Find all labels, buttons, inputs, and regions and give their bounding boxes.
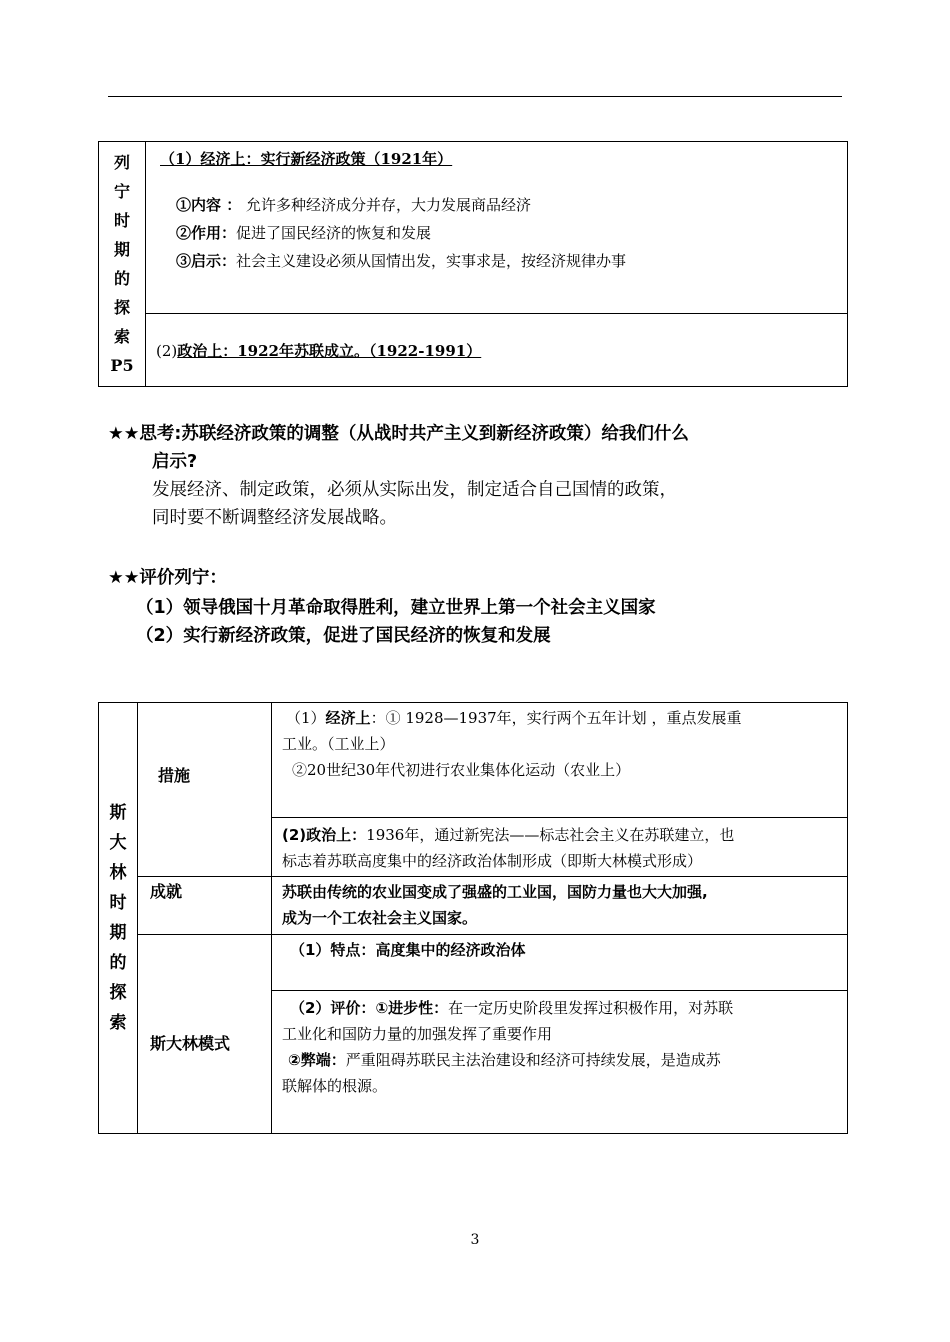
economy-title: （1）经济上：实行新经济政策（1921年） — [160, 150, 453, 168]
page-number: 3 — [470, 1232, 480, 1248]
think-answer: 发展经济、制定政策，必须从实际出发，制定适合自己国情的政策， — [152, 480, 677, 500]
measures-politics-cell: (2)政治上：1936年，通过新宪法——标志社会主义在苏联建立，也 标志着苏联高度集中的经济政治体制形成（即斯大林模式形成） — [272, 818, 848, 877]
evaluate-item-1: （1）领导俄国十月革命取得胜利，建立世界上第一个社会主义国家 — [136, 598, 656, 618]
lenin-period-label: 列 宁 时 期 的 探 索 P5 — [99, 142, 146, 387]
think-question: ★★思考:苏联经济政策的调整（从战时共产主义到新经济政策）给我们什么 — [108, 424, 689, 444]
achievement-cell: 苏联由传统的农业国变成了强盛的工业国，国防力量也大大加强, 成为一个工农社会主义国家。 — [272, 877, 848, 935]
effect-row: ②作用：促进了国民经济的恢复和发展 — [176, 224, 432, 242]
lesson-row: ③启示：社会主义建设必须从国情出发，实事求是，按经济规律办事 — [176, 252, 627, 270]
model-feature-cell: （1）特点：高度集中的经济政治体 — [272, 935, 848, 991]
model-evaluation-cell: （2）评价：①进步性：在一定历史阶段里发挥过积极作用，对苏联 工业化和国防力量的加强发挥了重要作用 ②弊端：严重阻碍苏联民主法治建设和经济可持续发展，是造成苏 联解体的根源。 — [272, 991, 848, 1134]
measures-label: 措施 — [158, 766, 191, 785]
lenin-period-table — [98, 141, 848, 387]
evaluate-item-2: （2）实行新经济政策，促进了国民经济的恢复和发展 — [136, 626, 551, 646]
achievement-label: 成就 — [150, 882, 183, 901]
economy-cell — [146, 142, 848, 314]
measures-label-cell — [138, 703, 272, 877]
achievement-label-cell — [138, 877, 272, 935]
evaluate-title: ★★评价列宁： — [108, 568, 227, 588]
model-label-cell — [138, 935, 272, 1134]
header-rule — [108, 96, 842, 97]
measures-economy-cell: （1）经济上：① 1928—1937年，实行两个五年计划 ，重点发展重 工业。（工业上） ②20世纪30年代初进行农业集体化运动（农业上） — [272, 703, 848, 818]
content-row: ①内容 ： 允许多种经济成分并存，大力发展商品经济 — [176, 196, 532, 214]
politics-text: 政治上：1922年苏联成立。（1922-1991） — [177, 341, 482, 360]
stalin-period-label: 斯 大 林 时 期 的 探 索 — [99, 703, 138, 1134]
model-label: 斯大林模式 — [150, 1034, 231, 1053]
stalin-period-table — [98, 702, 848, 1134]
evaluate-section — [108, 564, 848, 650]
think-section: ★★思考:苏联经济政策的调整（从战时共产主义到新经济政策）给我们什么 启示? 发展经济、制定政策，必须从实际出发，制定适合自己国情的政策， 同时要不断调整经济发展战略。 — [108, 420, 848, 532]
politics-cell: (2)政治上：1922年苏联成立。（1922-1991） — [146, 314, 848, 387]
